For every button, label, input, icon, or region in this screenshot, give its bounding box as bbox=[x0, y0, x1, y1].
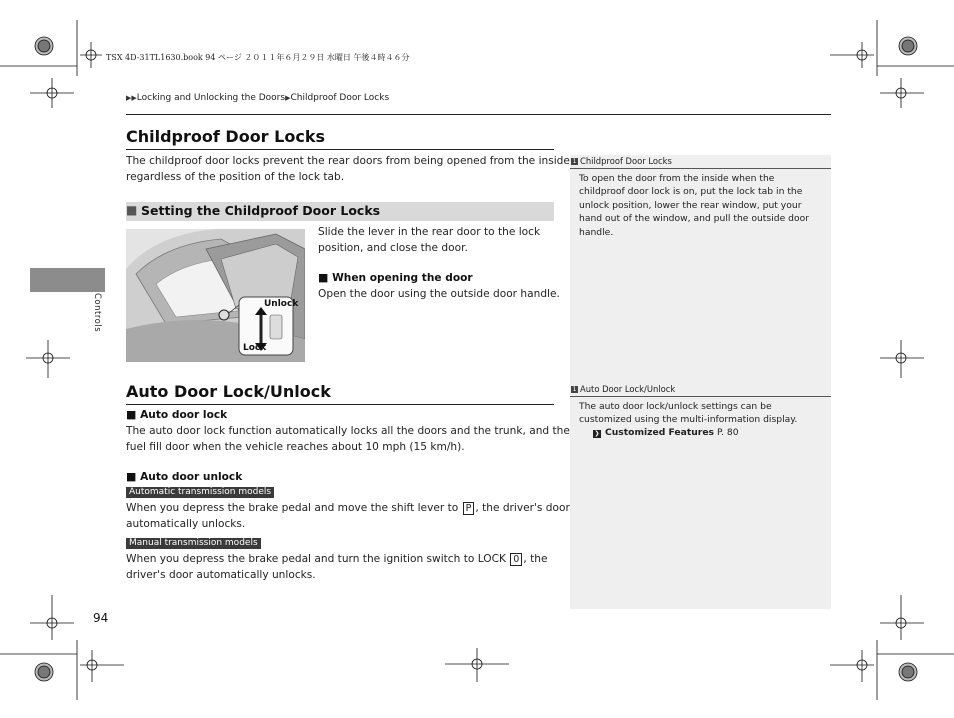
breadcrumb-item-locking[interactable]: Locking and Unlocking the Doors bbox=[136, 93, 286, 103]
customized-features-link[interactable]: ❯ Customized Features P. 80 bbox=[594, 427, 739, 438]
automatic-unlock-text: When you depress the brake pedal and move the shift lever to P , the driver's door automatically unlocks. bbox=[126, 502, 570, 530]
square-bullet-icon: ■ bbox=[126, 470, 137, 483]
square-bullet-icon: ■ bbox=[126, 408, 137, 421]
print-header: TSX 4D-31TL1630.book 94 ページ ２０１１年６月２９日 水曜日 午後４時４６分 bbox=[106, 53, 410, 62]
section-tab-label: Controls bbox=[92, 293, 102, 333]
unlock-callout: Unlock bbox=[264, 299, 299, 309]
auto-lock-text: The auto door lock function automatically locks all the doors and the trunk, and the fuel fill door when the vehicle reaches about 10 mph (15 km/h). bbox=[126, 425, 570, 453]
breadcrumb-item-childproof[interactable]: Childproof Door Locks bbox=[290, 93, 390, 103]
header-rule bbox=[126, 114, 831, 115]
auto-unlock-subheading: ■ Auto door unlock bbox=[126, 470, 243, 483]
note2-title: 1 Auto Door Lock/Unlock bbox=[572, 384, 676, 394]
automatic-models-tag: Automatic transmission models bbox=[126, 487, 274, 498]
breadcrumb-arrow-icon: ▶ bbox=[285, 94, 291, 102]
manual-unlock-text: When you depress the brake pedal and turn the ignition switch to LOCK 0 , the driver's door automatically unlocks. bbox=[126, 553, 548, 581]
lock-callout: Lock bbox=[243, 343, 267, 353]
door-lock-illustration bbox=[126, 229, 305, 362]
note2-text: The auto door lock/unlock settings can be customized using the multi-information display. bbox=[579, 401, 798, 426]
section-tab bbox=[30, 268, 105, 292]
manual-models-tag: Manual transmission models bbox=[126, 538, 261, 549]
auto-lock-heading-rule bbox=[126, 404, 554, 405]
note1-rule bbox=[570, 168, 831, 169]
childproof-intro: The childproof door locks prevent the rear doors from being opened from the inside regardless of the position of the lock tab. bbox=[126, 155, 570, 183]
note1-title: 1 Childproof Door Locks bbox=[572, 156, 672, 166]
auto-lock-heading: Auto Door Lock/Unlock bbox=[126, 382, 331, 401]
auto-lock-subheading: ■ Auto door lock bbox=[126, 408, 228, 421]
section-title-setting: Setting the Childproof Door Locks bbox=[141, 203, 381, 218]
note1-text: To open the door from the inside when the childproof door lock is on, put the lock tab in the unlock position, lower the rear window, put your hand out of the window, and pull the outside door handle. bbox=[579, 173, 809, 238]
crossref-arrow-icon: ❯ bbox=[594, 430, 600, 437]
childproof-step: Slide the lever in the rear door to the lock position, and close the door. bbox=[318, 226, 541, 254]
page-number: 94 bbox=[93, 611, 109, 625]
door-illustration bbox=[126, 229, 305, 362]
note-icon: 1 bbox=[572, 386, 577, 393]
note-icon: 1 bbox=[572, 158, 577, 165]
childproof-heading: Childproof Door Locks bbox=[126, 127, 325, 146]
opening-text: Open the door using the outside door handle. bbox=[318, 288, 560, 300]
shift-p-key-icon: P bbox=[463, 502, 475, 515]
breadcrumb bbox=[126, 93, 389, 103]
note2-rule bbox=[570, 396, 831, 397]
breadcrumb-arrow-icon: ▶▶ bbox=[126, 94, 137, 102]
square-bullet-icon: ■ bbox=[318, 271, 329, 284]
lock-0-key-icon: 0 bbox=[510, 553, 522, 566]
childproof-heading-rule bbox=[126, 149, 554, 150]
section-band-setting bbox=[126, 202, 554, 221]
square-bullet-icon: ■ bbox=[126, 203, 138, 217]
opening-heading: ■ When opening the door bbox=[318, 271, 473, 284]
